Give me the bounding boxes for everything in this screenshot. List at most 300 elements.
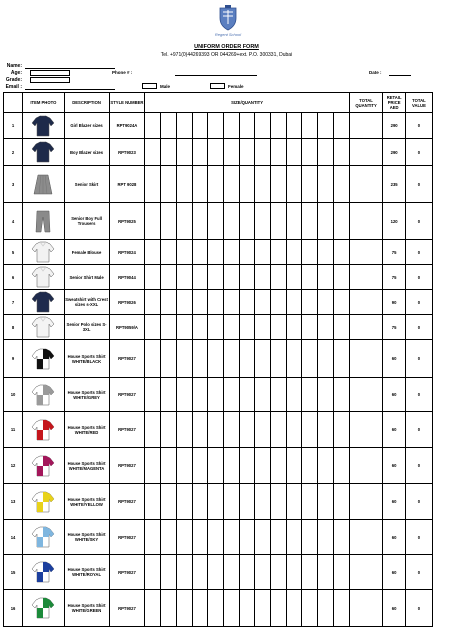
- size-quantity-cell[interactable]: [192, 590, 208, 627]
- phone-field[interactable]: [175, 75, 257, 76]
- size-quantity-cell[interactable]: [302, 240, 318, 265]
- size-quantity-cell[interactable]: [176, 166, 192, 203]
- table-row: [4, 139, 433, 166]
- size-quantity-cell[interactable]: [302, 520, 318, 555]
- size-quantity-cell[interactable]: [208, 113, 224, 139]
- size-quantity-cell[interactable]: [302, 378, 318, 412]
- size-quantity-cell[interactable]: [271, 340, 287, 378]
- size-quantity-cell[interactable]: [271, 412, 287, 448]
- size-quantity-cell[interactable]: [286, 290, 302, 315]
- size-quantity-cell[interactable]: [161, 448, 177, 484]
- size-quantity-cell[interactable]: [223, 203, 239, 240]
- size-quantity-cell[interactable]: [239, 203, 255, 240]
- style-number: RPT9026: [109, 290, 145, 315]
- size-quantity-cell[interactable]: [208, 240, 224, 265]
- table-row: [4, 378, 433, 412]
- size-quantity-cell[interactable]: [333, 113, 349, 139]
- size-quantity-cell[interactable]: [286, 203, 302, 240]
- size-quantity-cell[interactable]: [255, 555, 271, 590]
- style-number: RPT9027: [109, 412, 145, 448]
- size-quantity-cell[interactable]: [255, 520, 271, 555]
- size-quantity-cell[interactable]: [161, 113, 177, 139]
- size-quantity-cell[interactable]: [176, 520, 192, 555]
- size-quantity-cell[interactable]: [286, 555, 302, 590]
- size-quantity-cell[interactable]: [145, 590, 161, 627]
- size-quantity-cell[interactable]: [302, 484, 318, 520]
- size-quantity-cell[interactable]: [145, 113, 161, 139]
- size-quantity-cell[interactable]: [286, 448, 302, 484]
- size-quantity-cell[interactable]: [318, 315, 334, 340]
- size-quantity-cell[interactable]: [223, 378, 239, 412]
- total-quantity-cell[interactable]: [349, 484, 383, 520]
- total-value: 0: [405, 139, 432, 166]
- size-quantity-cell[interactable]: [271, 378, 287, 412]
- size-quantity-cell[interactable]: [192, 484, 208, 520]
- size-quantity-cell[interactable]: [271, 290, 287, 315]
- size-quantity-cell[interactable]: [192, 340, 208, 378]
- size-quantity-cell[interactable]: [255, 590, 271, 627]
- item-description: House Sports Shirt WHITE/YELLOW: [64, 484, 109, 520]
- item-photo: [23, 139, 65, 166]
- item-photo: [23, 484, 65, 520]
- date-field[interactable]: [389, 75, 411, 76]
- size-quantity-cell[interactable]: [302, 412, 318, 448]
- size-quantity-cell[interactable]: [192, 240, 208, 265]
- item-description: Girl Blazer sizes: [64, 113, 109, 139]
- total-value: 0: [405, 166, 432, 203]
- size-quantity-cell[interactable]: [145, 315, 161, 340]
- size-quantity-cell[interactable]: [318, 555, 334, 590]
- age-label: Age:: [10, 70, 22, 76]
- size-quantity-cell[interactable]: [176, 315, 192, 340]
- size-quantity-cell[interactable]: [223, 265, 239, 290]
- size-quantity-cell[interactable]: [255, 265, 271, 290]
- size-quantity-cell[interactable]: [192, 265, 208, 290]
- size-quantity-cell[interactable]: [223, 555, 239, 590]
- size-quantity-cell[interactable]: [208, 378, 224, 412]
- size-quantity-cell[interactable]: [145, 265, 161, 290]
- size-quantity-cell[interactable]: [333, 412, 349, 448]
- size-quantity-cell[interactable]: [223, 315, 239, 340]
- size-quantity-cell[interactable]: [145, 412, 161, 448]
- size-quantity-cell[interactable]: [161, 484, 177, 520]
- size-quantity-cell[interactable]: [192, 139, 208, 166]
- size-quantity-cell[interactable]: [255, 166, 271, 203]
- table-row: [4, 113, 433, 139]
- size-quantity-cell[interactable]: [302, 166, 318, 203]
- size-quantity-cell[interactable]: [286, 265, 302, 290]
- size-quantity-cell[interactable]: [286, 340, 302, 378]
- size-quantity-cell[interactable]: [286, 315, 302, 340]
- size-quantity-cell[interactable]: [333, 448, 349, 484]
- size-quantity-cell[interactable]: [239, 590, 255, 627]
- size-quantity-cell[interactable]: [318, 166, 334, 203]
- female-label: Female: [228, 84, 244, 89]
- size-quantity-cell[interactable]: [208, 448, 224, 484]
- size-quantity-cell[interactable]: [145, 378, 161, 412]
- total-quantity-cell[interactable]: [349, 240, 383, 265]
- contact-line: Tel. +971(0)44269393 OR 044269+ext. P.O. 300331, Dubai: [160, 52, 293, 58]
- size-quantity-cell[interactable]: [208, 290, 224, 315]
- phone-label: Phone # :: [112, 70, 133, 75]
- size-quantity-cell[interactable]: [223, 590, 239, 627]
- size-quantity-cell[interactable]: [318, 412, 334, 448]
- row-number: 7: [4, 290, 23, 315]
- size-quantity-cell[interactable]: [271, 203, 287, 240]
- style-number-header: STYLE NUMBER: [109, 93, 145, 113]
- size-quantity-cell[interactable]: [208, 484, 224, 520]
- total-value: 0: [405, 315, 432, 340]
- size-quantity-cell[interactable]: [145, 484, 161, 520]
- size-quantity-cell[interactable]: [161, 139, 177, 166]
- total-quantity-cell[interactable]: [349, 520, 383, 555]
- size-quantity-cell[interactable]: [161, 412, 177, 448]
- size-quantity-cell[interactable]: [333, 484, 349, 520]
- size-quantity-cell[interactable]: [161, 378, 177, 412]
- size-quantity-cell[interactable]: [176, 378, 192, 412]
- retail-price: 60: [383, 412, 405, 448]
- retail-price: 60: [383, 520, 405, 555]
- size-quantity-cell[interactable]: [208, 555, 224, 590]
- size-quantity-cell[interactable]: [161, 166, 177, 203]
- retail-price: 60: [383, 378, 405, 412]
- email-field[interactable]: [25, 89, 115, 90]
- size-quantity-cell[interactable]: [333, 139, 349, 166]
- size-quantity-cell[interactable]: [223, 139, 239, 166]
- size-quantity-cell[interactable]: [286, 484, 302, 520]
- size-quantity-cell[interactable]: [286, 113, 302, 139]
- size-quantity-cell[interactable]: [161, 265, 177, 290]
- total-quantity-cell[interactable]: [349, 203, 383, 240]
- size-quantity-cell[interactable]: [318, 590, 334, 627]
- size-quantity-cell[interactable]: [318, 290, 334, 315]
- total-quantity-cell[interactable]: [349, 166, 383, 203]
- size-quantity-cell[interactable]: [145, 340, 161, 378]
- size-quantity-cell[interactable]: [302, 448, 318, 484]
- female-checkbox[interactable]: [210, 83, 225, 89]
- table-row: [4, 555, 433, 590]
- total-quantity-cell[interactable]: [349, 340, 383, 378]
- item-photo: [23, 448, 65, 484]
- size-quantity-cell[interactable]: [161, 520, 177, 555]
- total-value: 0: [405, 520, 432, 555]
- size-quantity-cell[interactable]: [286, 378, 302, 412]
- size-quantity-cell[interactable]: [208, 139, 224, 166]
- size-quantity-cell[interactable]: [239, 139, 255, 166]
- size-quantity-cell[interactable]: [318, 340, 334, 378]
- size-quantity-cell[interactable]: [302, 590, 318, 627]
- size-quantity-cell[interactable]: [302, 340, 318, 378]
- item-photo: [23, 113, 65, 139]
- size-quantity-cell[interactable]: [255, 315, 271, 340]
- size-quantity-cell[interactable]: [286, 412, 302, 448]
- size-quantity-cell[interactable]: [208, 590, 224, 627]
- style-number: RPT9027: [109, 590, 145, 627]
- size-quantity-cell[interactable]: [302, 113, 318, 139]
- size-quantity-cell[interactable]: [333, 378, 349, 412]
- age-field[interactable]: [30, 70, 70, 76]
- size-quantity-cell[interactable]: [223, 290, 239, 315]
- size-quantity-cell[interactable]: [208, 520, 224, 555]
- size-quantity-cell[interactable]: [239, 378, 255, 412]
- size-quantity-cell[interactable]: [161, 203, 177, 240]
- size-quantity-cell[interactable]: [192, 378, 208, 412]
- style-number: RPT 9028: [109, 166, 145, 203]
- size-quantity-cell[interactable]: [318, 265, 334, 290]
- size-quantity-cell[interactable]: [145, 448, 161, 484]
- white-red-sports-shirt-icon: [31, 418, 55, 442]
- style-number: RPT9025: [109, 203, 145, 240]
- size-quantity-cell[interactable]: [223, 448, 239, 484]
- white-sky-sports-shirt-icon: [31, 525, 55, 549]
- size-quantity-cell[interactable]: [192, 412, 208, 448]
- item-photo: [23, 590, 65, 627]
- grade-field[interactable]: [30, 77, 70, 83]
- size-quantity-cell[interactable]: [192, 448, 208, 484]
- size-quantity-cell[interactable]: [176, 290, 192, 315]
- size-quantity-cell[interactable]: [239, 240, 255, 265]
- table-row: [4, 520, 433, 555]
- retail-price: 75: [383, 240, 405, 265]
- size-quantity-cell[interactable]: [223, 240, 239, 265]
- size-quantity-cell[interactable]: [145, 240, 161, 265]
- item-photo: [23, 265, 65, 290]
- size-quantity-cell[interactable]: [302, 290, 318, 315]
- size-quantity-cell[interactable]: [318, 484, 334, 520]
- size-quantity-cell[interactable]: [302, 555, 318, 590]
- total-quantity-cell[interactable]: [349, 412, 383, 448]
- size-quantity-cell[interactable]: [333, 555, 349, 590]
- size-quantity-cell[interactable]: [145, 555, 161, 590]
- size-quantity-cell[interactable]: [161, 340, 177, 378]
- size-quantity-cell[interactable]: [318, 520, 334, 555]
- size-quantity-cell[interactable]: [208, 412, 224, 448]
- size-quantity-cell[interactable]: [333, 315, 349, 340]
- size-quantity-cell[interactable]: [239, 265, 255, 290]
- size-quantity-cell[interactable]: [286, 139, 302, 166]
- table-row: [4, 203, 433, 240]
- white-magenta-sports-shirt-icon: [31, 454, 55, 478]
- size-quantity-cell[interactable]: [286, 240, 302, 265]
- logo-text: Regent School: [214, 32, 242, 37]
- size-quantity-cell[interactable]: [192, 166, 208, 203]
- row-number: 12: [4, 448, 23, 484]
- retail-price: 60: [383, 340, 405, 378]
- size-quantity-cell[interactable]: [239, 555, 255, 590]
- size-quantity-cell[interactable]: [333, 265, 349, 290]
- size-quantity-cell[interactable]: [286, 520, 302, 555]
- white-blouse-icon: [31, 240, 55, 264]
- size-quantity-cell[interactable]: [255, 484, 271, 520]
- item-photo: [23, 203, 65, 240]
- style-number: RPT9027: [109, 340, 145, 378]
- total-quantity-cell[interactable]: [349, 265, 383, 290]
- size-quantity-cell[interactable]: [192, 113, 208, 139]
- size-quantity-cell[interactable]: [223, 412, 239, 448]
- retail-price: 120: [383, 203, 405, 240]
- item-description: House Sports Shirt WHITE/MAGENTA: [64, 448, 109, 484]
- size-quantity-cell[interactable]: [271, 520, 287, 555]
- school-logo: [203, 5, 253, 47]
- total-quantity-cell[interactable]: [349, 448, 383, 484]
- total-quantity-cell[interactable]: [349, 555, 383, 590]
- size-quantity-cell[interactable]: [192, 555, 208, 590]
- size-quantity-cell[interactable]: [271, 590, 287, 627]
- size-quantity-cell[interactable]: [239, 484, 255, 520]
- size-quantity-cell[interactable]: [239, 412, 255, 448]
- size-quantity-cell[interactable]: [208, 203, 224, 240]
- size-quantity-cell[interactable]: [176, 340, 192, 378]
- size-quantity-cell[interactable]: [145, 203, 161, 240]
- table-row: [4, 412, 433, 448]
- size-quantity-cell[interactable]: [255, 378, 271, 412]
- size-quantity-cell[interactable]: [223, 484, 239, 520]
- size-quantity-cell[interactable]: [239, 520, 255, 555]
- size-quantity-cell[interactable]: [318, 139, 334, 166]
- size-quantity-cell[interactable]: [145, 139, 161, 166]
- table-row: [4, 240, 433, 265]
- size-quantity-cell[interactable]: [176, 484, 192, 520]
- size-quantity-cell[interactable]: [192, 290, 208, 315]
- size-quantity-cell[interactable]: [271, 555, 287, 590]
- item-description: Boy Blazer sizes: [64, 139, 109, 166]
- size-quantity-cell[interactable]: [271, 139, 287, 166]
- item-photo: [23, 412, 65, 448]
- size-quantity-cell[interactable]: [223, 166, 239, 203]
- male-label: Male: [160, 84, 171, 89]
- size-quantity-cell[interactable]: [208, 265, 224, 290]
- size-quantity-cell[interactable]: [176, 448, 192, 484]
- size-quantity-cell[interactable]: [176, 555, 192, 590]
- size-quantity-cell[interactable]: [255, 412, 271, 448]
- size-quantity-cell[interactable]: [145, 520, 161, 555]
- total-quantity-cell[interactable]: [349, 590, 383, 627]
- size-quantity-cell[interactable]: [255, 240, 271, 265]
- size-quantity-cell[interactable]: [239, 315, 255, 340]
- size-quantity-cell[interactable]: [271, 113, 287, 139]
- size-quantity-cell[interactable]: [286, 590, 302, 627]
- style-number: RPT9024A: [109, 113, 145, 139]
- size-quantity-cell[interactable]: [176, 590, 192, 627]
- size-quantity-cell[interactable]: [176, 240, 192, 265]
- size-quantity-cell[interactable]: [255, 203, 271, 240]
- size-quantity-cell[interactable]: [208, 340, 224, 378]
- size-quantity-cell[interactable]: [271, 315, 287, 340]
- size-quantity-cell[interactable]: [176, 203, 192, 240]
- retail-price: 90: [383, 290, 405, 315]
- item-description: House Sports Shirt WHITE/ROYAL: [64, 555, 109, 590]
- size-quantity-cell[interactable]: [318, 378, 334, 412]
- size-quantity-cell[interactable]: [176, 412, 192, 448]
- total-quantity-cell[interactable]: [349, 290, 383, 315]
- size-quantity-cell[interactable]: [333, 240, 349, 265]
- size-quantity-cell[interactable]: [239, 340, 255, 378]
- size-quantity-cell[interactable]: [145, 166, 161, 203]
- size-quantity-cell[interactable]: [333, 290, 349, 315]
- size-quantity-header: SIZE/QUANTITY: [145, 93, 349, 113]
- size-quantity-cell[interactable]: [255, 340, 271, 378]
- size-quantity-cell[interactable]: [286, 166, 302, 203]
- size-quantity-cell[interactable]: [302, 315, 318, 340]
- size-quantity-cell[interactable]: [318, 203, 334, 240]
- size-quantity-cell[interactable]: [255, 290, 271, 315]
- size-quantity-cell[interactable]: [271, 448, 287, 484]
- size-quantity-cell[interactable]: [302, 139, 318, 166]
- retail-price: 290: [383, 113, 405, 139]
- item-description: Female Blouse: [64, 240, 109, 265]
- size-quantity-cell[interactable]: [333, 590, 349, 627]
- size-quantity-cell[interactable]: [176, 265, 192, 290]
- size-quantity-cell[interactable]: [161, 315, 177, 340]
- name-field[interactable]: [25, 68, 115, 69]
- size-quantity-cell[interactable]: [192, 315, 208, 340]
- date-label: Date :: [369, 70, 382, 75]
- table-row: [4, 340, 433, 378]
- size-quantity-cell[interactable]: [239, 113, 255, 139]
- size-quantity-cell[interactable]: [192, 203, 208, 240]
- navy-blazer-icon: [31, 140, 55, 164]
- size-quantity-cell[interactable]: [271, 265, 287, 290]
- size-quantity-cell[interactable]: [255, 448, 271, 484]
- size-quantity-cell[interactable]: [208, 166, 224, 203]
- size-quantity-cell[interactable]: [239, 290, 255, 315]
- size-quantity-cell[interactable]: [223, 113, 239, 139]
- total-quantity-cell[interactable]: [349, 315, 383, 340]
- size-quantity-cell[interactable]: [176, 113, 192, 139]
- size-quantity-cell[interactable]: [223, 520, 239, 555]
- male-checkbox[interactable]: [142, 83, 157, 89]
- total-quantity-cell[interactable]: [349, 139, 383, 166]
- size-quantity-cell[interactable]: [239, 448, 255, 484]
- size-quantity-cell[interactable]: [333, 203, 349, 240]
- size-quantity-cell[interactable]: [161, 555, 177, 590]
- size-quantity-cell[interactable]: [255, 113, 271, 139]
- size-quantity-cell[interactable]: [302, 265, 318, 290]
- size-quantity-cell[interactable]: [271, 166, 287, 203]
- size-quantity-cell[interactable]: [161, 290, 177, 315]
- size-quantity-cell[interactable]: [208, 315, 224, 340]
- size-quantity-cell[interactable]: [145, 290, 161, 315]
- style-number: RPT9023: [109, 139, 145, 166]
- size-quantity-cell[interactable]: [239, 166, 255, 203]
- size-quantity-cell[interactable]: [223, 340, 239, 378]
- size-quantity-cell[interactable]: [271, 484, 287, 520]
- total-value: 0: [405, 555, 432, 590]
- size-quantity-cell[interactable]: [192, 520, 208, 555]
- size-quantity-cell[interactable]: [161, 590, 177, 627]
- size-quantity-cell[interactable]: [333, 340, 349, 378]
- size-quantity-cell[interactable]: [271, 240, 287, 265]
- item-description: House Sports Shirt WHITE/SKY: [64, 520, 109, 555]
- size-quantity-cell[interactable]: [255, 139, 271, 166]
- size-quantity-cell[interactable]: [318, 448, 334, 484]
- size-quantity-cell[interactable]: [333, 520, 349, 555]
- style-number: RPT9027: [109, 378, 145, 412]
- size-quantity-cell[interactable]: [302, 203, 318, 240]
- size-quantity-cell[interactable]: [318, 240, 334, 265]
- total-value: 0: [405, 203, 432, 240]
- size-quantity-cell[interactable]: [176, 139, 192, 166]
- total-quantity-cell[interactable]: [349, 378, 383, 412]
- size-quantity-cell[interactable]: [161, 240, 177, 265]
- total-quantity-cell[interactable]: [349, 113, 383, 139]
- item-photo: [23, 166, 65, 203]
- size-quantity-cell[interactable]: [318, 113, 334, 139]
- size-quantity-cell[interactable]: [333, 166, 349, 203]
- retail-price-header: RETAIL PRICE AED: [383, 93, 405, 113]
- total-value: 0: [405, 265, 432, 290]
- navy-sweatshirt-icon: [31, 290, 55, 314]
